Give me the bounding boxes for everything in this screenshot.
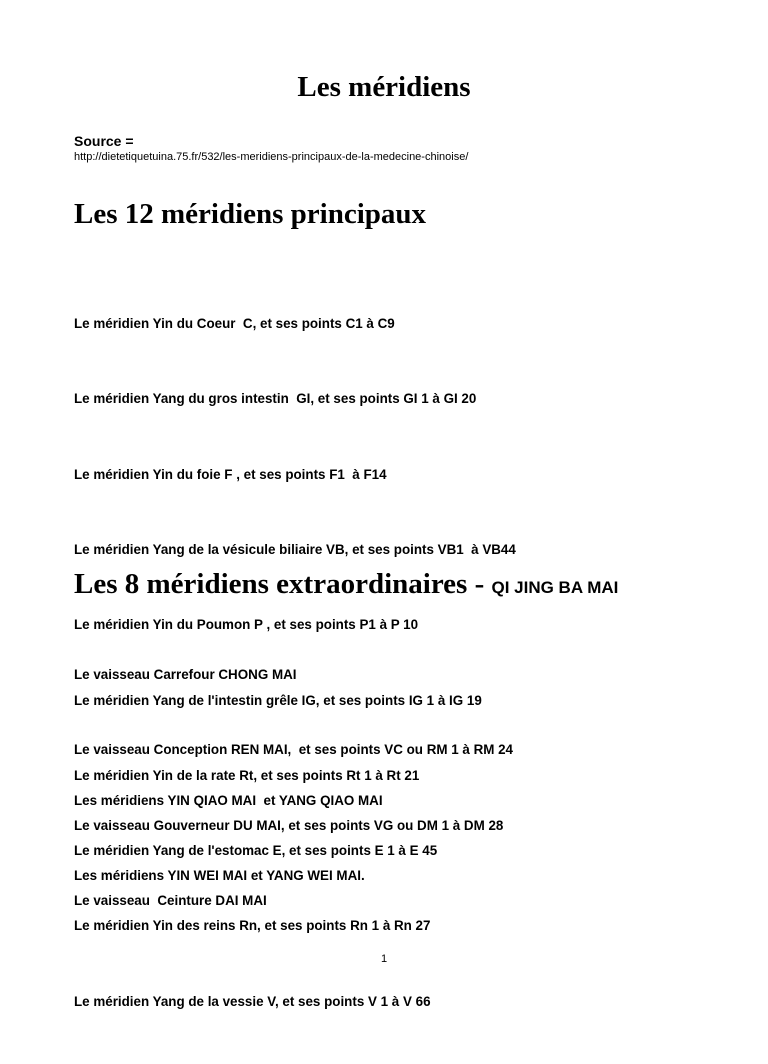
list-item: Le méridien Yin du Poumon P , et ses points P1 à P 10 (74, 617, 419, 633)
list-item: Le vaisseau Ceinture DAI MAI (74, 893, 267, 909)
meridian-pairs-list (74, 738, 383, 939)
list-item: Le méridien Yin du Coeur C, et ses points C1 à C9 (74, 316, 395, 332)
list-item: Le méridien Yang du gros intestin GI, et ses points GI 1 à GI 20 (74, 391, 477, 407)
source-url: http://dietetiquetuina.75.fr/532/les-meridiens-principaux-de-la-medecine-chinoise/ (74, 151, 469, 163)
list-item: Le vaisseau Conception REN MAI, et ses points VC ou RM 1 à RM 24 (74, 742, 514, 758)
list-item: Le méridien Yang de la vessie V, et ses points V 1 à V 66 (74, 993, 431, 1009)
source-label: Source = (74, 133, 134, 149)
list-item: Les méridiens YIN QIAO MAI et YANG QIAO MAI (74, 793, 383, 809)
list-item: Le méridien Yang de l'estomac E, et ses points E 1 à E 45 (74, 843, 438, 859)
list-item: Le méridien Yang de l'intestin grêle IG, et ses points IG 1 à IG 19 (74, 692, 482, 708)
list-item: Le méridien Yin du foie F , et ses points F1 à F14 (74, 466, 387, 482)
section-heading-extraordinary-text: Les 8 méridiens extraordinaires - (74, 568, 492, 600)
list-item: Le vaisseau Gouverneur DU MAI, et ses points VG ou DM 1 à DM 28 (74, 817, 504, 833)
list-item: Le méridien Yang de la vésicule biliaire VB, et ses points VB1 à VB44 (74, 542, 516, 558)
list-item: Les méridiens YIN WEI MAI et YANG WEI MAI. (74, 868, 365, 884)
section-heading-principal-text: Les 12 méridiens principaux (74, 198, 427, 230)
page-title: Les méridiens (297, 71, 471, 103)
section-heading-extraordinary-suffix: QI JING BA MAI (491, 578, 619, 597)
section-heading-extraordinary (74, 567, 618, 605)
page-number: 1 (380, 953, 388, 965)
list-item: Le vaisseau Carrefour CHONG MAI (74, 667, 297, 683)
section-heading-principal (74, 197, 426, 231)
list-item: Le méridien Yin de la rate Rt, et ses points Rt 1 à Rt 21 (74, 767, 420, 783)
list-item: Le méridien Yin des reins Rn, et ses points Rn 1 à Rn 27 (74, 918, 431, 934)
